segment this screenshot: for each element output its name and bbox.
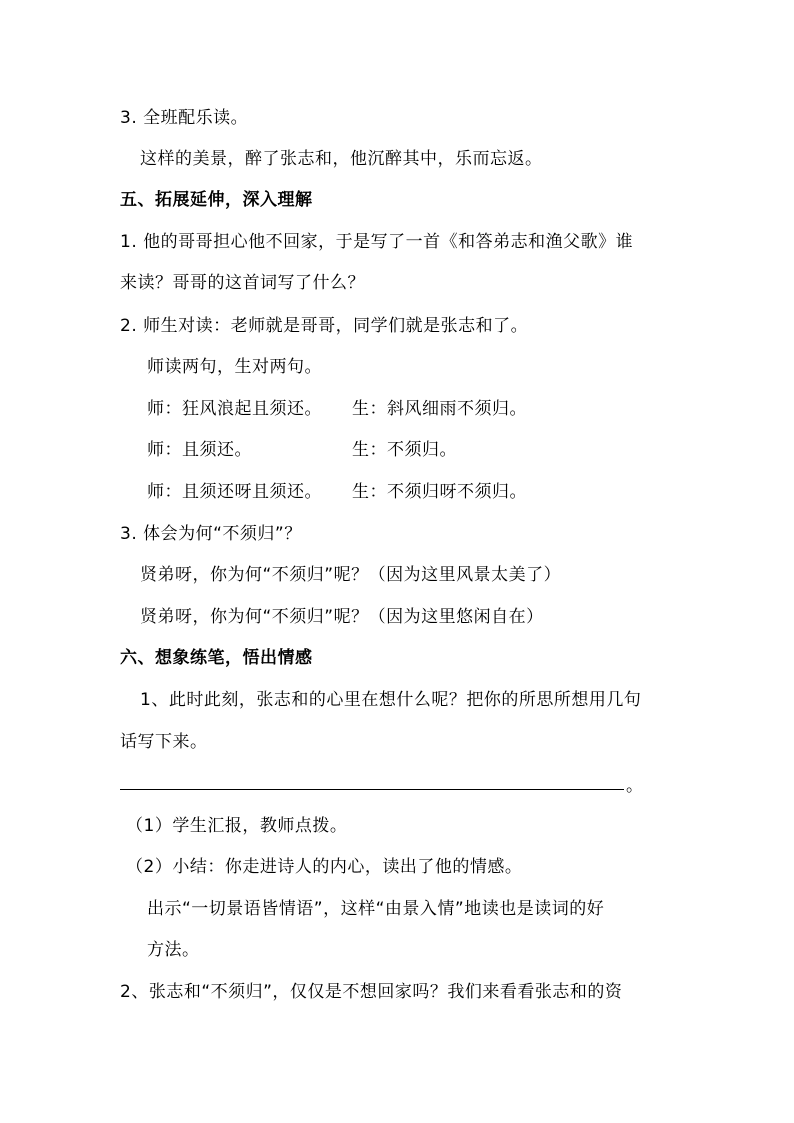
display-quote-line-2: 方法。	[147, 940, 200, 960]
writing-prompt-line-2: 话写下来。	[120, 732, 208, 752]
student-line-2: 生：不须归。	[352, 440, 457, 460]
answer-blank-line	[120, 789, 624, 790]
question-answer-2: 贤弟呀，你为何“不须归”呢？（因为这里悠闲自在）	[140, 607, 544, 627]
dialogue-instruction: 师读两句，生对两句。	[147, 357, 322, 377]
student-line-1: 生：斜风细雨不须归。	[352, 399, 527, 419]
student-line-3: 生：不须归呀不须归。	[352, 482, 527, 502]
step-summary: （2）小结：你走进诗人的内心，读出了他的情感。	[126, 857, 523, 877]
scene-summary: 这样的美景，醉了张志和，他沉醉其中，乐而忘返。	[140, 149, 543, 169]
answer-blank-period: 。	[626, 776, 643, 796]
question-answer-1: 贤弟呀，你为何“不须归”呢？（因为这里风景太美了）	[140, 565, 562, 585]
teacher-line-3: 师：且须还呀且须还。	[147, 482, 322, 502]
item-2-background-question: 2、张志和“不须归”，仅仅是不想回家吗？我们来看看张志和的资	[120, 982, 623, 1002]
teacher-line-2: 师：且须还。	[147, 440, 252, 460]
writing-prompt-line-1: 1、此时此刻，张志和的心里在想什么呢？把你的所思所想用几句	[140, 690, 642, 710]
item-3-why-not-return: 3. 体会为何“不须归”？	[120, 524, 302, 544]
step-3-read-with-music: 3. 全班配乐读。	[120, 108, 249, 128]
item-1-line-2: 来读？哥哥的这首词写了什么？	[120, 273, 365, 293]
section-5-heading: 五、拓展延伸，深入理解	[120, 190, 313, 210]
section-6-heading: 六、想象练笔，悟出情感	[120, 648, 313, 668]
item-1-line-1: 1. 他的哥哥担心他不回家，于是写了一首《和答弟志和渔父歌》谁	[120, 232, 634, 252]
display-quote-line-1: 出示“一切景语皆情语”，这样“由景入情”地读也是读词的好	[147, 899, 605, 919]
step-student-report: （1）学生汇报，教师点拨。	[126, 816, 348, 836]
item-2-dialogue-reading: 2. 师生对读：老师就是哥哥，同学们就是张志和了。	[120, 316, 529, 336]
teacher-line-1: 师：狂风浪起且须还。	[147, 399, 322, 419]
